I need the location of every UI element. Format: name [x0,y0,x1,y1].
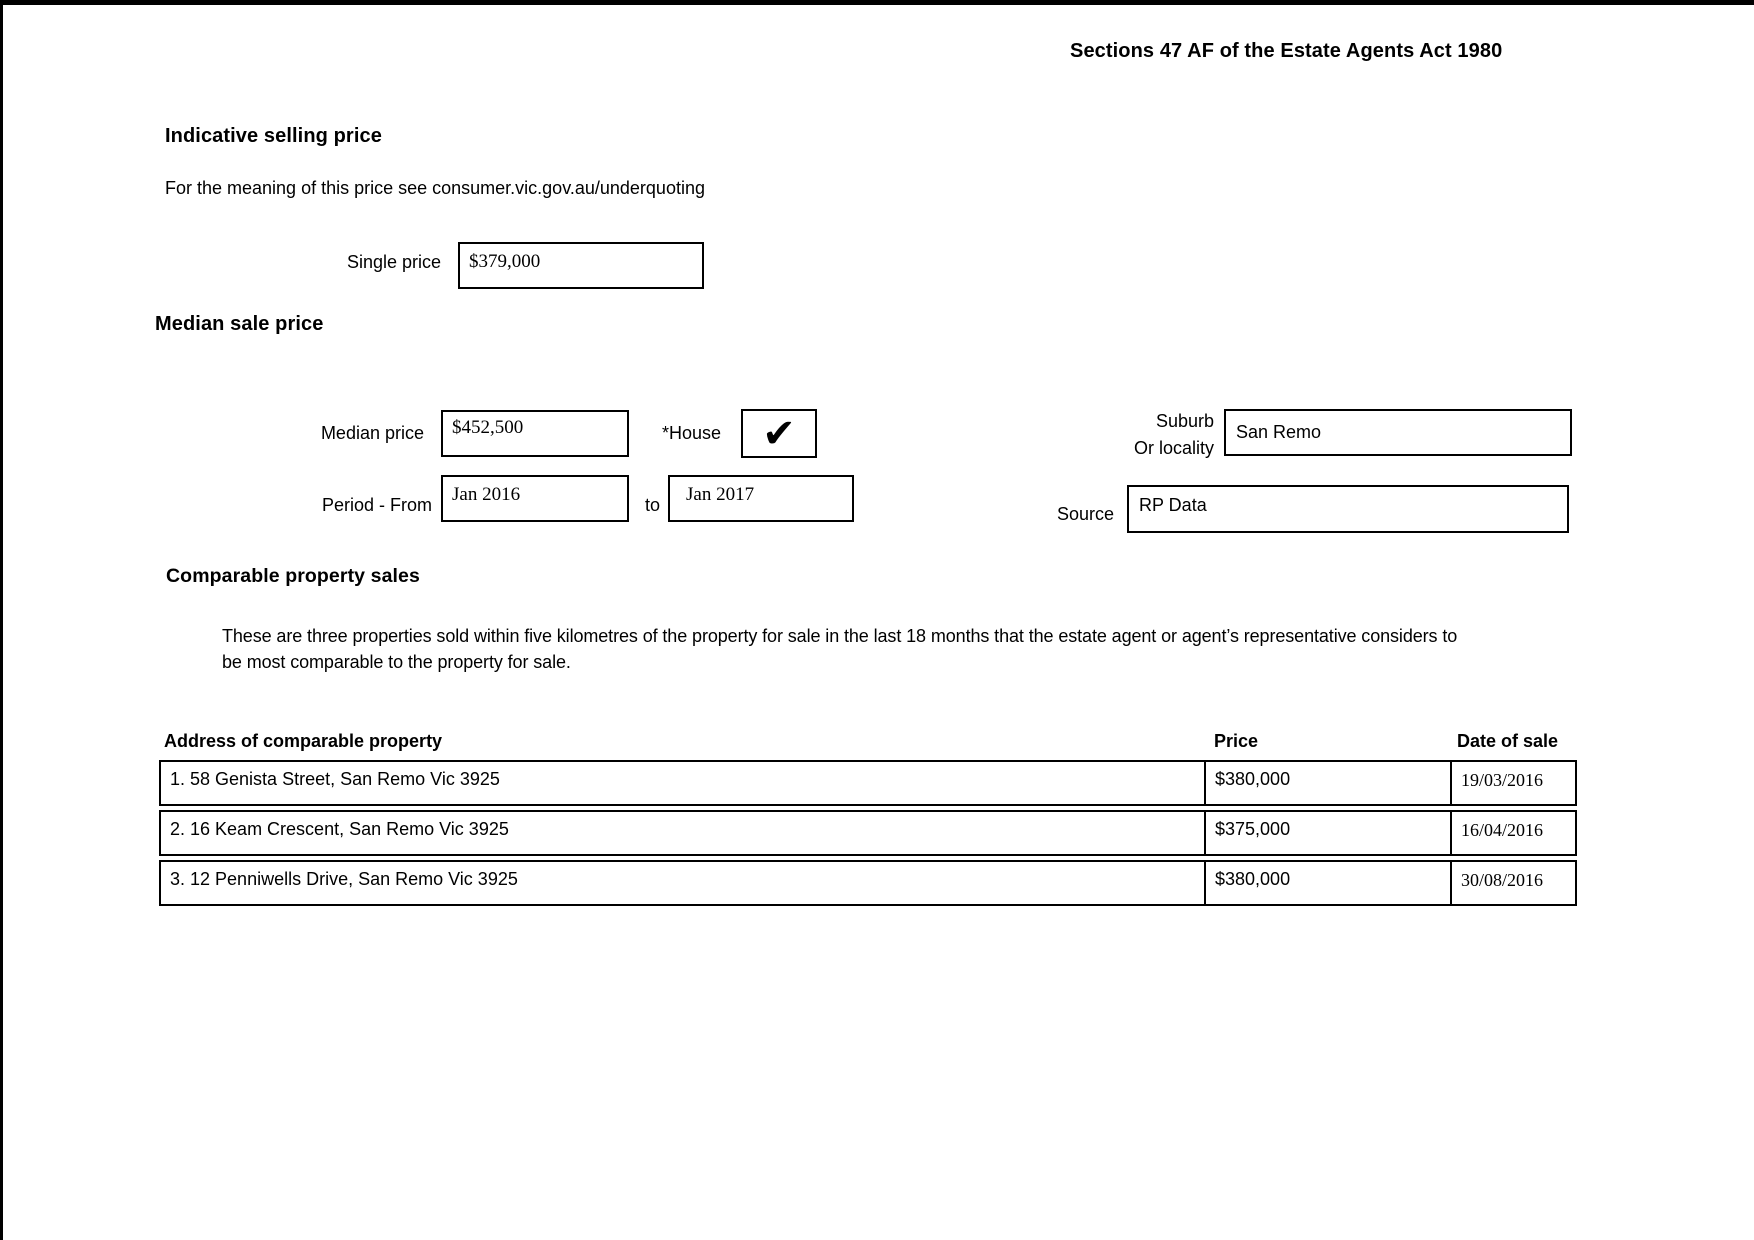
comparable-price: $380,000 [1204,862,1450,904]
suburb-value: San Remo [1236,422,1322,442]
house-label: *House [662,423,722,443]
median-price-label: Median price [320,423,424,443]
comparable-property-sales-heading: Comparable property sales [166,565,420,587]
suburb-label [1014,408,1214,462]
act-reference-title: Sections 47 AF of the Estate Agents Act 1980 [1070,40,1503,62]
comparable-address: 3. 12 Penniwells Drive, San Remo Vic 3925 [170,869,518,889]
suburb-label-line2: Or locality [1133,438,1214,458]
period-to-value: Jan 2017 [686,484,755,505]
source-field[interactable] [1127,485,1569,533]
single-price-label: Single price [346,252,441,272]
table-row [159,810,1577,856]
comparable-address: 1. 58 Genista Street, San Remo Vic 3925 [170,769,500,789]
indicative-selling-price-heading: Indicative selling price [165,125,382,147]
single-price-value: $379,000 [469,251,541,272]
source-value: RP Data [1139,495,1207,515]
comparable-price: $375,000 [1204,812,1450,854]
table-header-price: Price [1214,731,1259,751]
checkmark-icon: ✔ [762,411,796,457]
table-header-date: Date of sale [1457,731,1559,751]
table-row [159,760,1577,806]
suburb-field[interactable] [1224,409,1572,456]
underquoting-info-line: For the meaning of this price see consumer.vic.gov.au/underquoting [165,178,705,198]
comparable-address: 2. 16 Keam Crescent, San Remo Vic 3925 [170,819,509,839]
single-price-field[interactable] [458,242,704,289]
period-from-field[interactable] [441,475,629,522]
period-to-label: to [645,495,661,515]
period-from-value: Jan 2016 [452,484,521,505]
period-from-label: Period - From [321,495,432,515]
comparable-description: These are three properties sold within five kilometres of the property for sale in the last 18 months that the estate agent or agent’s representative considers to be most comparable to the property for sale. [222,626,1458,672]
comparable-date: 30/08/2016 [1450,862,1575,904]
table-header-address: Address of comparable property [164,731,443,751]
table-row [159,860,1577,906]
house-checkbox[interactable] [741,409,817,458]
comparable-date: 19/03/2016 [1450,762,1575,804]
median-sale-price-heading: Median sale price [155,313,324,335]
median-price-field[interactable] [441,410,629,457]
source-label: Source [1056,504,1114,524]
period-to-field[interactable] [668,475,854,522]
comparable-date: 16/04/2016 [1450,812,1575,854]
median-price-value: $452,500 [452,417,524,438]
comparable-price: $380,000 [1204,762,1450,804]
suburb-label-line1: Suburb [1155,411,1214,431]
